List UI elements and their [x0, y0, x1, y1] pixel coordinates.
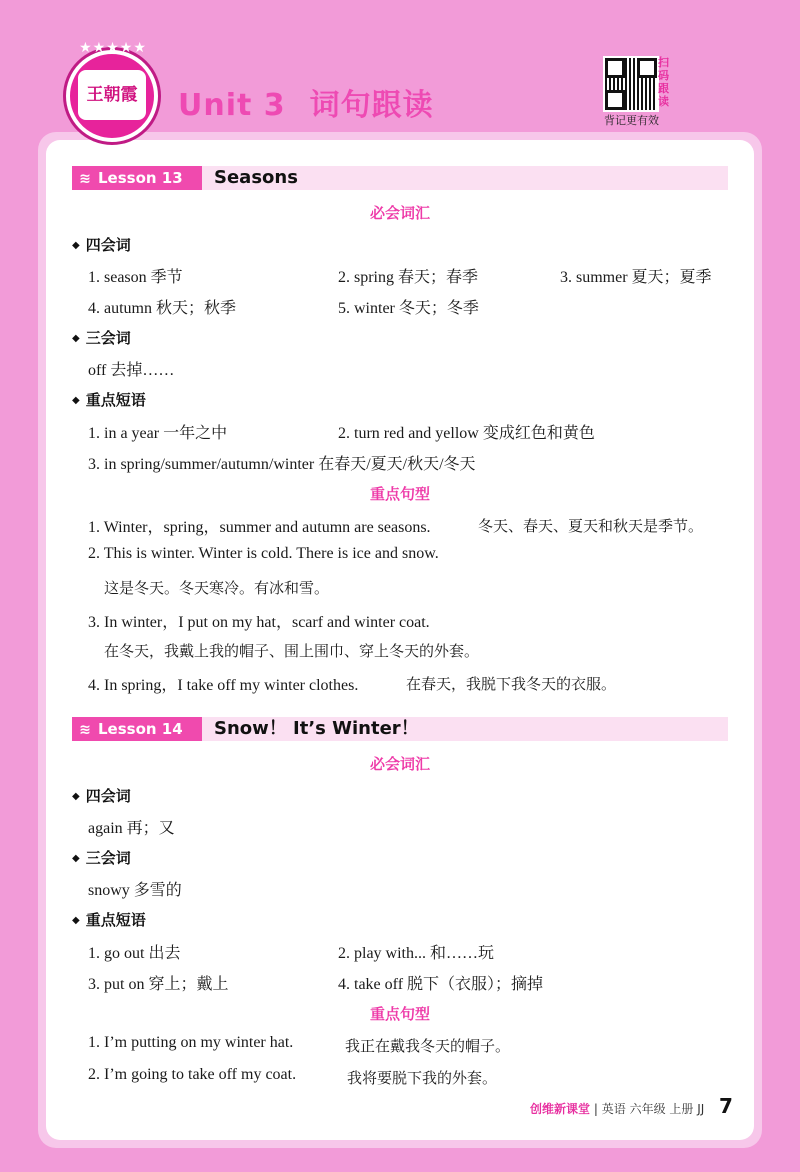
l14-phrase-2: 2. play with... 和……玩 — [338, 945, 494, 962]
l14-phrase-4: 4. take off 脱下（衣服）；摘掉 — [338, 976, 544, 993]
l13-sentence-4-en: 4. In spring，I take off my winter clothes. — [88, 677, 359, 694]
qr-side-text: 扫码跟读 — [658, 56, 669, 108]
page-footer — [530, 1100, 704, 1117]
page-number: 7 — [719, 1094, 733, 1118]
l14-sentence-2-zh: 我将要脱下我的外套。 — [347, 1069, 498, 1087]
l13-word-1: 1. season 季节 — [88, 269, 183, 286]
footer-grade: 六年级 — [629, 1102, 666, 1116]
l13-sentence-3-zh: 在冬天，我戴上我的帽子、围上围巾、穿上冬天的外套。 — [104, 642, 480, 660]
footer-subject: 英语 — [601, 1102, 626, 1116]
diamond-icon: ◆ — [72, 915, 80, 926]
footer-divider: | — [593, 1102, 598, 1116]
lesson-14-bar — [72, 717, 728, 741]
logo-text: 王朝霞 — [78, 70, 146, 120]
unit-label: Unit 3 — [178, 88, 286, 123]
l13-word-3: 3. summer 夏天；夏季 — [560, 269, 712, 286]
l14-vocab-heading: 必会词汇 — [369, 755, 430, 773]
l14-three-skill-heading: ◆ 三会词 — [72, 849, 131, 867]
l14-phrase-heading: ◆ 重点短语 — [72, 911, 146, 929]
l13-phrase-1: 1. in a year 一年之中 — [88, 425, 228, 442]
l14-sentence-2-en: 2. I’m going to take off my coat. — [88, 1066, 297, 1083]
l14-three-word-1: snowy 多雪的 — [88, 882, 182, 899]
l14-sentence-heading: 重点句型 — [369, 1005, 430, 1023]
lesson-13-tag: ≋ Lesson 13 — [72, 166, 202, 190]
l13-sentence-1-zh: 冬天、春天、夏天和秋天是季节。 — [478, 517, 704, 535]
l13-sentence-3-en: 3. In winter，I put on my hat，scarf and winter coat. — [88, 614, 430, 631]
footer-edition: JJ — [697, 1102, 705, 1116]
l14-sentence-1-en: 1. I’m putting on my winter hat. — [88, 1034, 294, 1051]
l13-word-2: 2. spring 春天；春季 — [338, 269, 479, 286]
l13-sentence-1-en: 1. Winter，spring，summer and autumn are seasons. — [88, 519, 431, 536]
footer-brand: 创维新课堂 — [530, 1102, 591, 1116]
diamond-icon: ◆ — [72, 395, 80, 406]
lesson-13-name: Seasons — [214, 167, 298, 188]
l13-three-skill-heading: ◆ 三会词 — [72, 329, 131, 347]
diamond-icon: ◆ — [72, 853, 80, 864]
l13-sentence-4-zh: 在春天，我脱下我冬天的衣服。 — [406, 675, 617, 693]
l14-word-1: again 再；又 — [88, 820, 175, 837]
l13-four-skill-heading: ◆ 四会词 — [72, 236, 131, 254]
l13-word-5: 5. winter 冬天；冬季 — [338, 300, 479, 317]
l14-phrase-1: 1. go out 出去 — [88, 945, 181, 962]
l13-phrase-2: 2. turn red and yellow 变成红色和黄色 — [338, 425, 595, 442]
lesson-14-name: Snow！ It’s Winter！ — [214, 718, 419, 739]
l13-word-4: 4. autumn 秋天；秋季 — [88, 300, 236, 317]
l14-sentence-1-zh: 我正在戴我冬天的帽子。 — [345, 1037, 511, 1055]
unit-subtitle: 词句跟读 — [309, 88, 434, 123]
l13-sentence-2-zh: 这是冬天。冬天寒冷。有冰和雪。 — [104, 579, 330, 597]
qr-code[interactable] — [603, 56, 659, 112]
qr-caption: 背记更有效 — [604, 114, 659, 127]
diamond-icon: ◆ — [72, 791, 80, 802]
wave-icon: ≋ — [79, 722, 91, 738]
lesson-14-tag: ≋ Lesson 14 — [72, 717, 202, 741]
l14-phrase-3: 3. put on 穿上；戴上 — [88, 976, 229, 993]
publisher-logo — [66, 40, 158, 142]
lesson-13-bar — [72, 166, 728, 190]
unit-title — [178, 80, 434, 124]
l13-phrase-heading: ◆ 重点短语 — [72, 391, 146, 409]
l13-sentence-heading: 重点句型 — [369, 485, 430, 503]
wave-icon: ≋ — [79, 171, 91, 187]
diamond-icon: ◆ — [72, 333, 80, 344]
footer-volume: 上册 — [669, 1102, 694, 1116]
l13-sentence-2-en: 2. This is winter. Winter is cold. There is ice and snow. — [88, 545, 439, 562]
diamond-icon: ◆ — [72, 240, 80, 251]
l13-phrase-3: 3. in spring/summer/autumn/winter 在春天/夏天/秋天/冬天 — [88, 456, 476, 473]
l13-three-word-1: off 去掉…… — [88, 362, 175, 379]
logo-stars: ★★★★★ — [79, 40, 147, 56]
l13-vocab-heading: 必会词汇 — [369, 204, 430, 222]
l14-four-skill-heading: ◆ 四会词 — [72, 787, 131, 805]
